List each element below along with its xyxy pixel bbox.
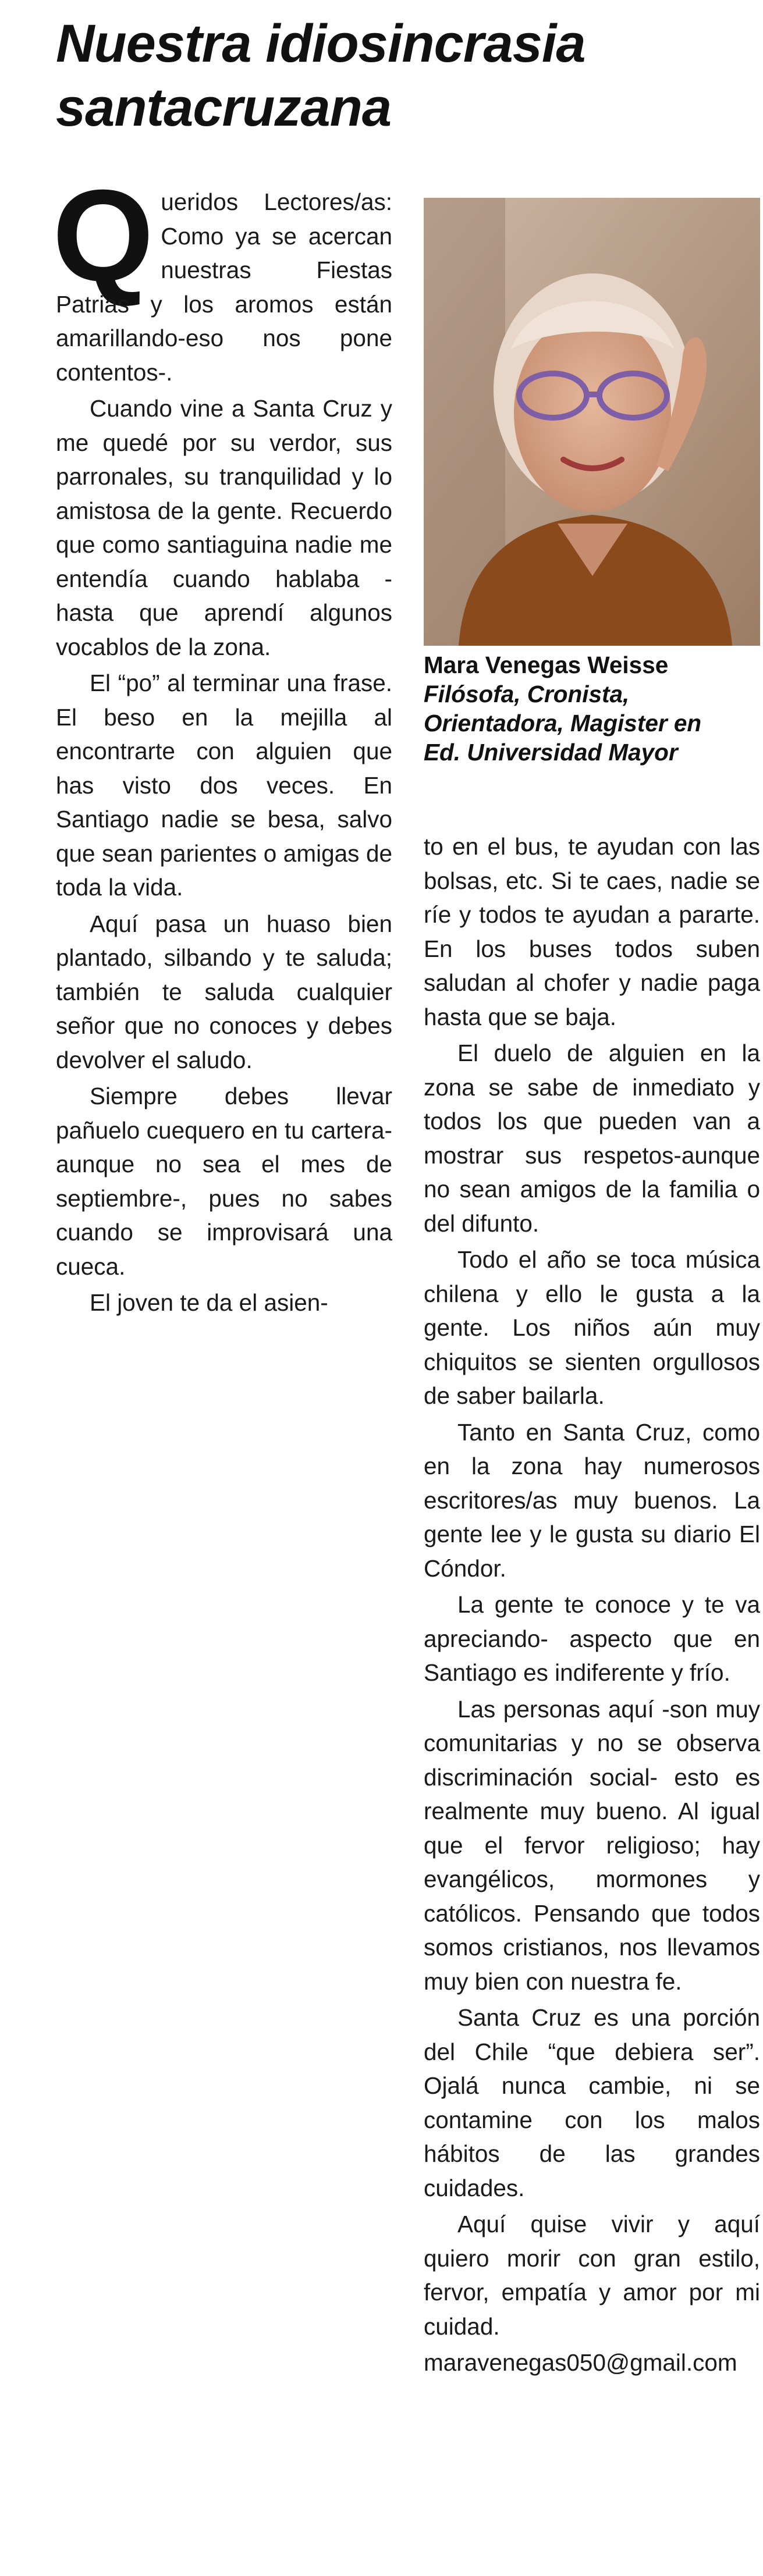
paragraph: El “po” al terminar una frase. El beso en la mejilla al encontrarte con alguien que has visto dos veces. En Santiago nadie se besa, salvo que sean parientes o amigas de toda la vida. [56,670,392,901]
author-email: maravenegas050@gmail.com [424,2349,737,2376]
paragraph: Aquí quise vivir y aquí quiero morir con gran estilo, fervor, empatía y amor por mi cuidad. [424,2211,760,2340]
paragraph [52,163,392,389]
author-role-line: Ed. Universidad Mayor [424,739,678,766]
paragraph: Santa Cruz es una porción del Chile “que debiera ser”. Ojalá nunca cambie, ni se contamine con los malos hábitos de las grandes cuidades. [424,2004,760,2201]
article-title [56,12,743,140]
photo-caption [424,650,760,767]
paragraph: Todo el año se toca música chilena y ello le gusta a la gente. Los niños aún muy chiquitos se sienten orgullosos de saber bailarla. [424,1246,760,1409]
paragraph: Siempre debes llevar pañuelo cuequero en tu cartera-aunque no sea el mes de septiembre-, pues no sabes cuando se improvisará una cueca. [56,1083,392,1280]
title-line-2: santacruzana [56,78,392,137]
author-role-line: Orientadora, Magister en [424,710,702,736]
paragraph: El joven te da el asien- [90,1289,328,1316]
title-line-1: Nuestra idiosincrasia [56,14,585,73]
paragraph: Aquí pasa un huaso bien plantado, silbando y te saluda; también te saluda cualquier señor que no conoces y debes devolver el saludo. [56,910,392,1073]
paragraph: Tanto en Santa Cruz, como en la zona hay numerosos escritores/as muy buenos. La gente lee y le gusta su diario El Cóndor. [424,1418,760,1582]
paragraph: El duelo de alguien en la zona se sabe de inmediato y todos los que pueden van a mostrar sus respetos-aunque no sean amigos de la familia o del difunto. [424,1040,760,1237]
paragraph: Cuando vine a Santa Cruz y me quedé por su verdor, sus parronales, su tranquilidad y lo amistosa de la gente. Recuerdo que como santiaguina nadie me entendía cuando hablaba -hasta que aprendí algunos vocablos de la zona. [56,395,392,660]
right-column [424,830,760,2382]
author-name: Mara Venegas Weisse [424,652,669,678]
paragraph: La gente te conoce y te va apreciando- aspecto que en Santiago es indiferente y frío. [424,1591,760,1686]
author-photo [424,198,760,646]
paragraph: to en el bus, te ayudan con las bolsas, etc. Si te caes, nadie se ríe y todos te ayudan a pararte. En los buses todos suben saludan al chofer y nadie paga hasta que se baja. [424,833,760,1030]
drop-cap: Q [52,163,154,308]
author-role-line: Filósofa, Cronista, [424,681,630,707]
paragraph: Las personas aquí -son muy comunitarias y no se observa discriminación social- esto es realmente muy bueno. Al igual que el fervor religioso; hay evangélicos, mormones y católicos. Pensando que todos somos cristianos, nos llevamos muy bien con nuestra fe. [424,1695,760,1995]
paragraph-text: ueridos Lectores/as: Como ya se acercan nuestras Fiestas Patrias y los aromos están amarillando-eso nos pone contentos-. [56,188,392,386]
left-column [52,163,392,1322]
